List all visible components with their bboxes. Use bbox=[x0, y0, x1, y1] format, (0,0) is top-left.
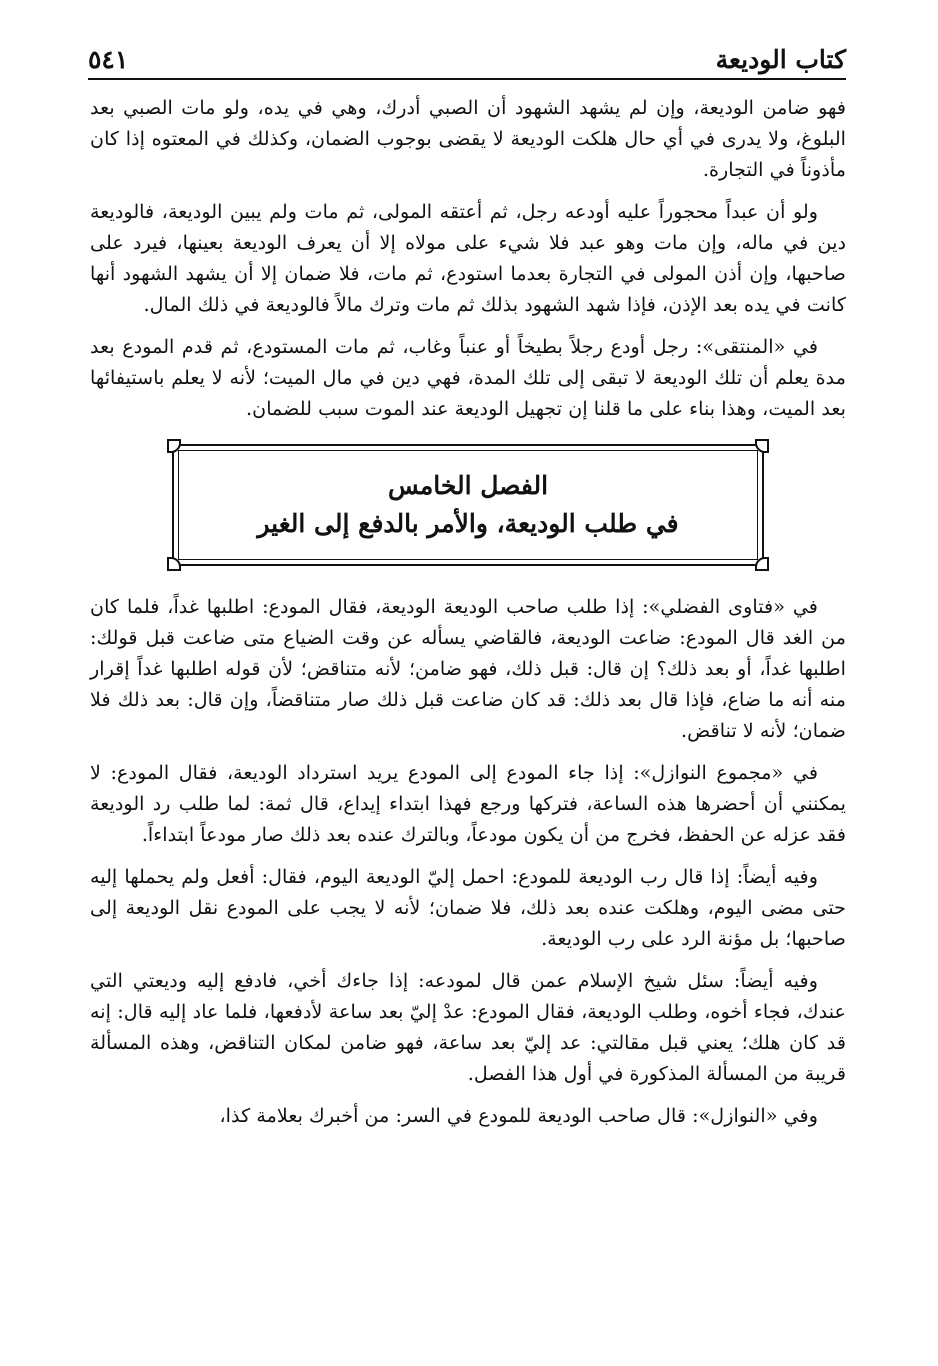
chapter-title: في طلب الوديعة، والأمر بالدفع إلى الغير bbox=[257, 509, 679, 538]
paragraph: في «فتاوى الفضلي»: إذا طلب صاحب الوديعة الوديعة، فقال المودع: اطلبها غداً، فلما كان من الغد قال المودع: ضاعت الوديعة، فالقاضي يسأله عن وقت الضياع متى ضاعت قبل قولك: اطلبها غداً، أو بعد ذلك؟ إن قال: قبل ذلك، فهو ضامن؛ لأنه متناقض؛ لأن قوله اطلبها غداً إقرار منه أنه ما ضاع، فإذا قال بعد ذلك: قد كان ضاعت قبل ذلك صار متناقضاً، وإن قال: بعد ذلك فلا ضمان؛ لأنه لا تناقض. bbox=[90, 595, 846, 742]
frame-corner-ornament bbox=[755, 557, 769, 571]
page-number: ٥٤١ bbox=[88, 45, 129, 74]
running-title: كتاب الوديعة bbox=[715, 45, 846, 74]
chapter-heading-box bbox=[172, 444, 764, 566]
paragraph: فهو ضامن الوديعة، وإن لم يشهد الشهود أن الصبي أدرك، وهي في يده، ولو مات الصبي بعد البلوغ، ولا يدرى في أي حال هلكت الوديعة لا يقضى بوجوب الضمان، وكذلك في المعتوه إذا كان مأذوناً في التجارة. bbox=[90, 96, 846, 181]
chapter-heading bbox=[178, 450, 758, 560]
paragraph: وفيه أيضاً: سئل شيخ الإسلام عمن قال لمودعه: إذا جاءك أخي، فادفع إليه وديعتي التي عندك، فجاء أخوه، وطلب الوديعة، فقال المودع: عدْ إليّ بعد ساعة لأدفعها، فلما عاد إليه قال: إنه قد كان هلك؛ يعني قبل مقالتي: عد إليّ بعد ساعة، فهو ضامن لمكان التناقض، وهذه المسألة قريبة من المسألة المذكورة في أول هذا الفصل. bbox=[90, 969, 846, 1085]
paragraph: وفي «النوازل»: قال صاحب الوديعة للمودع في السر: من أخبرك بعلامة كذا، bbox=[219, 1104, 818, 1127]
paragraph: وفيه أيضاً: إذا قال رب الوديعة للمودع: احمل إليّ الوديعة اليوم، فقال: أفعل ولم يحملها إليه حتى مضى اليوم، وهلكت عنده بعد ذلك، فلا ضمان؛ لأنه لا يجب على المودع نقل الوديعة إلى صاحبها؛ بل مؤنة الرد على رب الوديعة. bbox=[90, 865, 846, 950]
chapter-number: الفصل الخامس bbox=[387, 471, 549, 500]
paragraph: في «المنتقى»: رجل أودع رجلاً بطيخاً أو عنباً وغاب، ثم مات المستودع، ثم قدم المودع بعد مدة يعلم أن تلك الوديعة لا تبقى إلى تلك المدة، فهي دين في مال الميت؛ لأنه لا يعلم باستيفائها بعد الميت، وهذا بناء على ما قلنا إن تجهيل الوديعة عند الموت سبب للضمان. bbox=[90, 335, 846, 420]
paragraph: في «مجموع النوازل»: إذا جاء المودع إلى المودع يريد استرداد الوديعة، فقال المودع: لا يمكنني أن أحضرها هذه الساعة، فتركها ورجع فهذا ابتداء إيداع، قال ثمة: لما طلب رد الوديعة فقد عزله عن الحفظ، فخرج من أن يكون مودعاً، وبالترك عنده بعد ذلك صار مودعاً ابتداءاً. bbox=[90, 761, 846, 846]
page-body bbox=[90, 92, 846, 1142]
paragraph: ولو أن عبداً محجوراً عليه أودعه رجل، ثم أعتقه المولى، ثم مات ولم يبين الوديعة، فالوديعة دين في ماله، وإن مات وهو عبد فلا شيء على مولاه إلا أن يعرف الوديعة بعينها، فيرد على صاحبها، وإن أذن المولى في التجارة بعدما استودع، ثم مات، فلا ضمان إلا أن يشهد الشهود أنها كانت في يده بعد الإذن، فإذا شهد الشهود بذلك ثم مات وترك مالاً فالوديعة في ذلك المال. bbox=[90, 200, 846, 316]
page-header bbox=[88, 30, 846, 80]
